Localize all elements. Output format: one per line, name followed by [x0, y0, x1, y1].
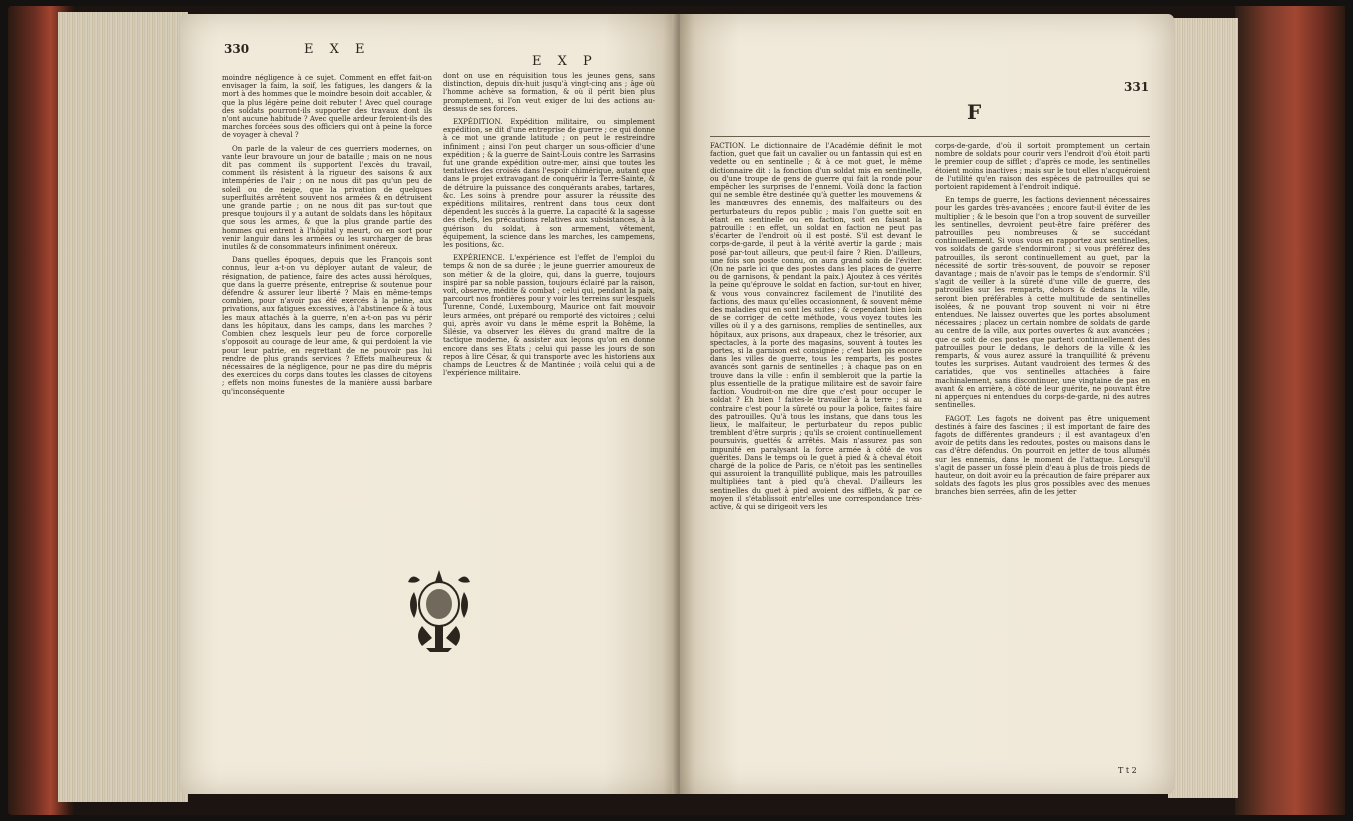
- signature-mark: T t 2: [1118, 766, 1137, 775]
- page-number-right: 331: [1124, 80, 1150, 94]
- running-head-left: E X E: [304, 42, 371, 57]
- left-page-column-2: [443, 72, 655, 382]
- entry-fagot: FAGOT. Les fagots ne doivent pas être uniquement destinés à faire des fascines ; il est important de faire des fagots de différentes grandeurs ; il est avantageux d'en avoir de petits dans les redoutes, postes ou maisons dans le cas d'être défendus. On pourroit en jetter de tous allumés sur les ennemis, dans le moment de l'attaque. Lorsqu'il s'agit de passer un fossé plein d'eau à plus de trois pieds de hauteur, on doit avoir eu la précaution de faire préparer aux soldats des fagots les plus gros possibles avec des menues branches bien serrées, afin de les jetter: [935, 414, 1150, 497]
- paragraph: dont on use en réquisition tous les jeunes gens, sans distinction, depuis dix-huit jusqu'à vingt-cinq ans ; âge où l'homme achève sa formation, & où il périt bien plus promptement, si l'on veut exiger de lui des actions au-dessus de ses forces.: [443, 72, 655, 113]
- page-edges-right: [1168, 18, 1238, 798]
- page-number-left: 330: [224, 42, 250, 56]
- running-head-right: E X P: [532, 54, 598, 69]
- book-cover-right: [1235, 6, 1345, 815]
- entry-experience: EXPÉRIENCE. L'expérience est l'effet de l'emploi du temps & non de sa durée ; le jeune guerrier amoureux de son métier & de la gloire, qui, dans la guerre, toujours inspiré par sa noble passion, toujours éclairé par la raison, voit, observe, médite & combat ; celui qui, pendant la paix, parcourt nos frontières pour y voir les terreins sur lesquels Turenne, Condé, Luxembourg, Maurice ont fait mouvoir leurs armées, ont préparé ou remporté des victoires ; celui qui, après avoir vu dans le même esprit la Bohême, la Silésie, va observer les élèves du grand maître de la tactique moderne, & assister aux leçons qu'on en donne encore dans ses Etats ; celui qui passe les jours de son repos à lire César, & qui transporte avec les historiens aux champs de Leuctres & de Mantinée ; voilà celui qui a de l'expérience militaire.: [443, 254, 655, 378]
- ornamental-vignette: [402, 562, 477, 654]
- page-edges-left: [58, 12, 188, 802]
- left-page-column-1: [222, 74, 432, 401]
- right-page-column-2: [935, 142, 1150, 502]
- section-letter: F: [967, 100, 982, 124]
- section-rule: [710, 136, 1150, 137]
- left-page: [180, 14, 678, 794]
- paragraph: moindre négligence à ce sujet. Comment en effet fait-on envisager la faim, la soif, les fatigues, les dangers & la mort à des hommes que le moindre besoin doit accabler, & que la plus légère peine doit rebuter ! Avec quel courage des soldats pourront-ils supporter des travaux dont ils n'ont aucune habitude ? Avec quelle ardeur feroient-ils des marches forcées sous des officiers qui ont à peine la force de voyager à cheval ?: [222, 74, 432, 140]
- paragraph: Dans quelles époques, depuis que les François sont connus, leur a-t-on vu déployer autant de valeur, de résignation, de patience, faire des actes aussi héroïques, que dans la guerre présente, entreprise & soutenue pour défendre & assurer leur liberté ? Mais en même-temps combien, pour n'avoir pas été exercés à la peine, aux privations, aux fatigues excessives, à l'abstinence & à tous les maux attachés à la guerre, n'en a-t-on pas vu périr dans les hôpitaux, dans les camps, dans les marches ? Combien chez lesquels leur peu de force corporelle s'opposoit au courage de leur ame, & qui perdoient la vie pour leur patrie, en regrettant de ne pouvoir pas lui rendre de plus grands services ? Effets malheureux & nécessaires de la négligence, pour ne pas dire du mépris des exercices du corps dans toutes les classes de citoyens ; effets non moins funestes de la manière aussi barbare qu'inconséquente: [222, 256, 432, 396]
- entry-faction: FACTION. Le dictionnaire de l'Académie définit le mot faction, guet que fait un cavalier ou un fantassin qui est en vedette ou en sentinelle ; & à ce mot guet, le même dictionnaire dit : la fonction d'un soldat mis en sentinelle, ou d'une troupe de gens de guerre qui fait la ronde pour empêcher les surprises de l'ennemi. Voilà donc la faction qui ne semble être destinée qu'à guetter les mouvemens & les manœuvres des ennemis, des malfaiteurs ou des perturbateurs du repos public ; mais l'on guette soit en étant en sentinelle ou en faction, soit en faisant la patrouille : en effet, un soldat en faction ne peut pas s'écarter de l'endroit où il est posté. S'il est devant le corps-de-garde, il peut à la vérité avertir la garde ; mais posé par-tout ailleurs, que peut-il faire ? Rien. D'ailleurs, une fois son poste connu, on aura grand soin de l'éviter. (On ne parle ici que des postes dans les places de guerre ou de garnisons, & pendant la paix.) Ajoutez à ces vérités la peine qu'éprouve le soldat en faction, sur-tout en hiver, & vous vous convaincrez facilement de l'inutilité des factions, des maux qu'elles occasionnent, & souvent même des maladies qui en sont les suites ; & cependant bien loin de se corriger de cette méthode, vous voyez toutes les villes où il y a des garnisons, remplies de sentinelles, aux hôpitaux, aux prisons, aux drapeaux, chez le trésorier, aux spectacles, à la porte des magasins, souvent à toutes les portes, si la garnison est consignée ; c'est bien pis encore dans les villes de guerre, tous les remparts, les postes avancés sont garnis de sentinelles ; à chaque pas on en trouve dans la ville : enfin il sembleroit que la partie la plus essentielle de la pratique militaire est de savoir faire faction. Voudroit-on me dire que c'est pour occuper le soldat ? Eh bien ! faites-le travailler à la terre ; si au contraire c'est pour la sûreté ou pour la police, faites faire des patrouilles. Qu'à tous les instans, que dans tous les lieux, le malfaiteur, le perturbateur du repos public tremblent d'être surpris ; qu'ils se croient continuellement poursuivis, guettés & arrêtés. Mais n'assurez pas son impunité en paralysant la force armée à côté de vos guérites. Dans le temps où le guet à pied & à cheval étoit chargé de la police de Paris, ce n'étoit pas les sentinelles qui assuroient la tranquillité publique, mais les patrouilles multipliées tant à pied qu'à cheval. D'ailleurs les sentinelles du guet à pied avoient des sifflets, & par ce moyen il s'établissoit entr'elles une correspondance très-active, & qui se dirigeoit vers les: [710, 142, 922, 511]
- paragraph: On parle de la valeur de ces guerriers modernes, on vante leur bravoure un jour de bataille ; mais on ne nous dit pas comment ils supportent l'excès du travail, comment ils résistent à la rigueur des saisons & aux intempéries de l'air ; on ne nous dit pas qu'un peu de soleil ou de neige, que la privation de quelques superfluités arrêtent souvent nos armées & en détruisent une grande partie ; on ne nous dit pas sur-tout que presque toujours il y a autant de soldats dans les hôpitaux que sous les armes, & que la plus grande partie des hommes qui entrent à l'hôpital y meurt, ou en sort pour venir languir dans les armées ou les surcharger de bras inutiles & de consommateurs infiniment onéreux.: [222, 144, 432, 252]
- right-page-column-1: [710, 142, 922, 516]
- entry-expedition: EXPÉDITION. Expédition militaire, ou simplement expédition, se dit d'une entreprise de guerre ; ce qui donne à ce mot une grande latitude ; on peut le restreindre infiniment ; ainsi l'on peut charger un sous-officier d'une expédition ; & la guerre de Saint-Louis contre les Sarrasins fut une grande expédition outre-mer, ainsi que toutes les tentatives des croisés dans l'espoir chimérique, autant que dans le projet extravagant de conquérir la Terre-Sainte, & de détruire la puissance des conquérants arabes, tartares, &c. Les soins à prendre pour assurer la réussite des expéditions militaires, rentrent dans tous ceux dont dépendent les succès à la guerre. La capacité & la sagesse des chefs, les précautions relatives aux subsistances, à la guérison du soldat, à son armement, vêtement, équipement, la science dans les marches, les campemens, les positions, &c.: [443, 118, 655, 250]
- right-page: [680, 14, 1174, 794]
- paragraph: corps-de-garde, d'où il sortoit promptement un certain nombre de soldats pour courir vers l'endroit d'où étoit parti le premier coup de sifflet ; d'après ce mode, les sentinelles étoient moins inactives ; mais sur le tout elles n'acquéroient de l'utilité qu'en raison des espèces de patrouilles qui se portoient rapidement à l'endroit indiqué.: [935, 142, 1150, 192]
- paragraph: En temps de guerre, les factions deviennent nécessaires pour les gardes très-avancées ; encore faut-il éviter de les multiplier ; & le besoin que l'on a trop souvent de surveiller les sentinelles, devroient peut-être faire préférer des patrouilles peu nombreuses & se succédant continuellement. Si vous vous en rapportez aux sentinelles, vos soldats de garde s'endormiront ; si vous préférez des patrouilles, ils seront continuellement au guet, par la nécessité de sortir très-souvent, de pouvoir se reposer davantage ; mais de n'avoir pas le temps de s'endormir. S'il s'agit de veiller à la sûreté d'une ville de guerre, des patrouilles sur les remparts, dehors & dedans la ville, seront bien préférables à cette multitude de sentinelles isolées, & ne pouvant trop souvent ni voir ni être entendues. Ne laissez ouvertes que les portes absolument nécessaires ; placez un certain nombre de soldats de garde au centre de la ville, aux portes ouvertes & aux avancées ; que ce soit de ces postes que partent continuellement des patrouilles pour le dedans, le dehors de la ville & les remparts, & vous aurez assuré la tranquillité & prévenu toutes les surprises. Autant vaudroient des termes & des cariatides, que vos sentinelles attachées à faire machinalement, sans discontinuer, une vingtaine de pas en avant & en arrière, à côté de leur guérite, ne pouvant être ni apperçues ni entendues du corps-de-garde, ni des autres sentinelles.: [935, 196, 1150, 410]
